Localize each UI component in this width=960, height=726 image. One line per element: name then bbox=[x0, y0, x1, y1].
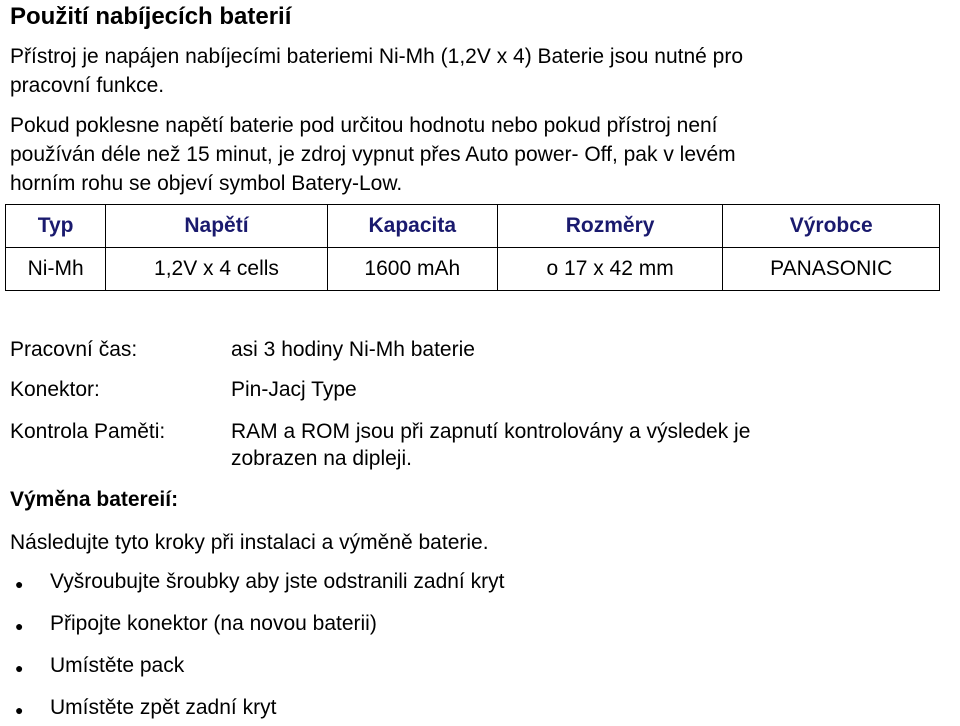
header-type: Typ bbox=[6, 205, 106, 248]
battery-spec-table bbox=[5, 204, 940, 291]
table-row bbox=[6, 248, 940, 291]
header-voltage: Napětí bbox=[106, 205, 327, 248]
list-item: Umístěte pack bbox=[50, 654, 185, 677]
header-manufacturer: Výrobce bbox=[723, 205, 940, 248]
cell-capacity: 1600 mAh bbox=[327, 248, 497, 291]
spec-value-working-time: asi 3 hodiny Ni-Mh baterie bbox=[231, 338, 475, 361]
spec-value-connector: Pin-Jacj Type bbox=[231, 378, 357, 401]
spec-label-working-time: Pracovní čas: bbox=[10, 338, 138, 361]
list-item: Umístěte zpět zadní kryt bbox=[50, 696, 277, 719]
bullet-icon: ● bbox=[15, 702, 24, 718]
paragraph-line: horním rohu se objeví symbol Batery-Low. bbox=[10, 172, 403, 195]
intro-paragraph bbox=[10, 42, 743, 100]
header-capacity: Kapacita bbox=[327, 205, 497, 248]
list-item: Připojte konektor (na novou baterii) bbox=[50, 612, 377, 635]
spec-value-line: RAM a ROM jsou při zapnutí kontrolovány a výsledek je bbox=[231, 420, 751, 443]
list-item: Vyšroubujte šroubky aby jste odstranili zadní kryt bbox=[50, 570, 505, 593]
intro-line: Přístroj je napájen nabíjecími bateriemi Ni-Mh (1,2V x 4) Baterie jsou nutné pro bbox=[10, 45, 744, 68]
table-header-row bbox=[6, 205, 940, 248]
header-dimensions: Rozměry bbox=[497, 205, 723, 248]
paragraph-line: používán déle než 15 minut, je zdroj vypnut přes Auto power- Off, pak v levém bbox=[10, 143, 736, 166]
bullet-icon: ● bbox=[15, 576, 24, 592]
battery-low-paragraph bbox=[10, 111, 736, 198]
cell-type: Ni-Mh bbox=[6, 248, 106, 291]
page-title: Použití nabíjecích baterií bbox=[10, 3, 292, 30]
cell-dimensions: o 17 x 42 mm bbox=[497, 248, 723, 291]
section-title-battery-replacement: Výměna batereií: bbox=[10, 488, 179, 511]
paragraph-line: Pokud poklesne napětí baterie pod určitou hodnotu nebo pokud přístroj není bbox=[10, 114, 718, 137]
bullet-icon: ● bbox=[15, 618, 24, 634]
cell-manufacturer: PANASONIC bbox=[723, 248, 940, 291]
spec-value-memory-check bbox=[231, 418, 750, 472]
spec-label-connector: Konektor: bbox=[10, 378, 100, 401]
cell-voltage: 1,2V x 4 cells bbox=[106, 248, 327, 291]
replacement-intro: Následujte tyto kroky při instalaci a výměně baterie. bbox=[10, 531, 489, 554]
intro-line: pracovní funkce. bbox=[10, 74, 165, 97]
spec-value-line: zobrazen na dipleji. bbox=[231, 447, 412, 470]
spec-label-memory-check: Kontrola Paměti: bbox=[10, 420, 166, 443]
bullet-icon: ● bbox=[15, 660, 24, 676]
